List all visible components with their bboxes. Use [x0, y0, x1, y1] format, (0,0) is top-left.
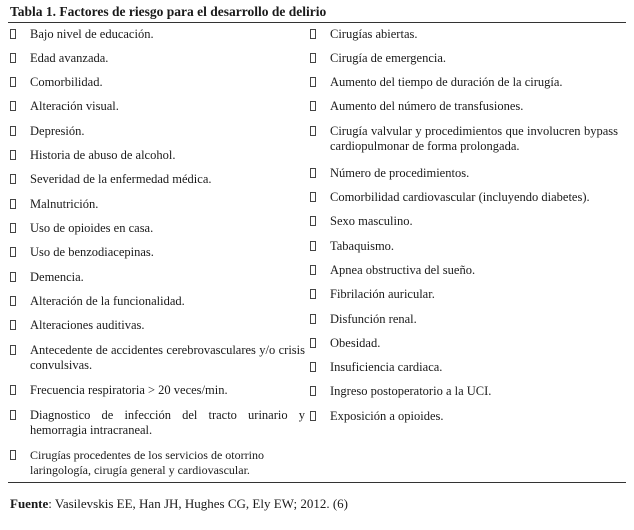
checkbox-icon: [10, 77, 16, 87]
checkbox-icon: [310, 314, 316, 324]
list-item: Aumento del número de transfusiones.: [310, 99, 618, 114]
checkbox-icon: [310, 77, 316, 87]
checkbox-icon: [10, 247, 16, 257]
checkbox-icon: [10, 272, 16, 282]
checkbox-icon: [10, 101, 16, 111]
list-item: Edad avanzada.: [10, 51, 305, 66]
list-item: Obesidad.: [310, 336, 618, 351]
checkbox-icon: [310, 29, 316, 39]
list-item: Alteraciones auditivas.: [10, 318, 305, 333]
list-item: Cirugías abiertas.: [310, 27, 618, 42]
list-item: Uso de opioides en casa.: [10, 221, 305, 236]
checkbox-icon: [10, 410, 16, 420]
checkbox-icon: [10, 199, 16, 209]
list-item: Exposición a opioides.: [310, 409, 618, 424]
checkbox-icon: [310, 192, 316, 202]
list-item: Insuficiencia cardiaca.: [310, 360, 618, 375]
list-item: Número de procedimientos.: [310, 166, 618, 181]
checkbox-icon: [10, 126, 16, 136]
checkbox-icon: [310, 338, 316, 348]
checkbox-icon: [310, 126, 316, 136]
list-item: Historia de abuso de alcohol.: [10, 148, 305, 163]
checkbox-icon: [10, 385, 16, 395]
checkbox-icon: [310, 411, 316, 421]
list-item: Depresión.: [10, 124, 305, 139]
list-item: Ingreso postoperatorio a la UCI.: [310, 384, 618, 399]
list-item: Comorbilidad cardiovascular (incluyendo diabetes).: [310, 190, 618, 205]
top-rule: [8, 22, 626, 23]
checkbox-icon: [310, 386, 316, 396]
bottom-rule: [8, 482, 626, 483]
footnote-label: Fuente: [10, 496, 49, 511]
list-item: Frecuencia respiratoria > 20 veces/min.: [10, 383, 305, 398]
list-item: Alteración visual.: [10, 99, 305, 114]
table-title: Tabla 1. Factores de riesgo para el desarrollo de delirio: [10, 4, 327, 19]
checkbox-icon: [310, 265, 316, 275]
checkbox-icon: [310, 362, 316, 372]
checkbox-icon: [10, 223, 16, 233]
list-item: Severidad de la enfermedad médica.: [10, 172, 305, 187]
list-item: Cirugía valvular y procedimientos que involucren bypass cardiopulmonar de forma prolongada.: [310, 124, 618, 154]
list-item: Apnea obstructiva del sueño.: [310, 263, 618, 278]
checkbox-icon: [10, 174, 16, 184]
list-item: Demencia.: [10, 270, 305, 285]
checkbox-icon: [10, 296, 16, 306]
checkbox-icon: [10, 29, 16, 39]
source-footnote: [10, 496, 348, 512]
list-item: Aumento del tiempo de duración de la cirugía.: [310, 75, 618, 90]
list-item: Disfunción renal.: [310, 312, 618, 327]
list-item: Diagnostico de infección del tracto urinario y hemorragia intracraneal.: [10, 408, 305, 438]
list-item: Alteración de la funcionalidad.: [10, 294, 305, 309]
checkbox-icon: [310, 53, 316, 63]
list-item: Sexo masculino.: [310, 214, 618, 229]
list-item: Uso de benzodiacepinas.: [10, 245, 305, 260]
checkbox-icon: [310, 289, 316, 299]
checkbox-icon: [10, 450, 16, 460]
list-item: Comorbilidad.: [10, 75, 305, 90]
checkbox-icon: [310, 216, 316, 226]
list-item: Malnutrición.: [10, 197, 305, 212]
list-item: Antecedente de accidentes cerebrovasculares y/o crisis convulsivas.: [10, 343, 305, 373]
checkbox-icon: [10, 150, 16, 160]
list-item: Cirugías procedentes de los servicios de otorrino laringología, cirugía general y cardiovascular.: [10, 448, 305, 478]
checkbox-icon: [310, 168, 316, 178]
checkbox-icon: [10, 345, 16, 355]
checkbox-icon: [310, 101, 316, 111]
footnote-text: : Vasilevskis EE, Han JH, Hughes CG, Ely EW; 2012. (6): [48, 496, 348, 511]
list-item: Tabaquismo.: [310, 239, 618, 254]
list-item: Bajo nivel de educación.: [10, 27, 305, 42]
checkbox-icon: [310, 241, 316, 251]
checkbox-icon: [10, 320, 16, 330]
checkbox-icon: [10, 53, 16, 63]
list-item: Fibrilación auricular.: [310, 287, 618, 302]
list-item: Cirugía de emergencia.: [310, 51, 618, 66]
